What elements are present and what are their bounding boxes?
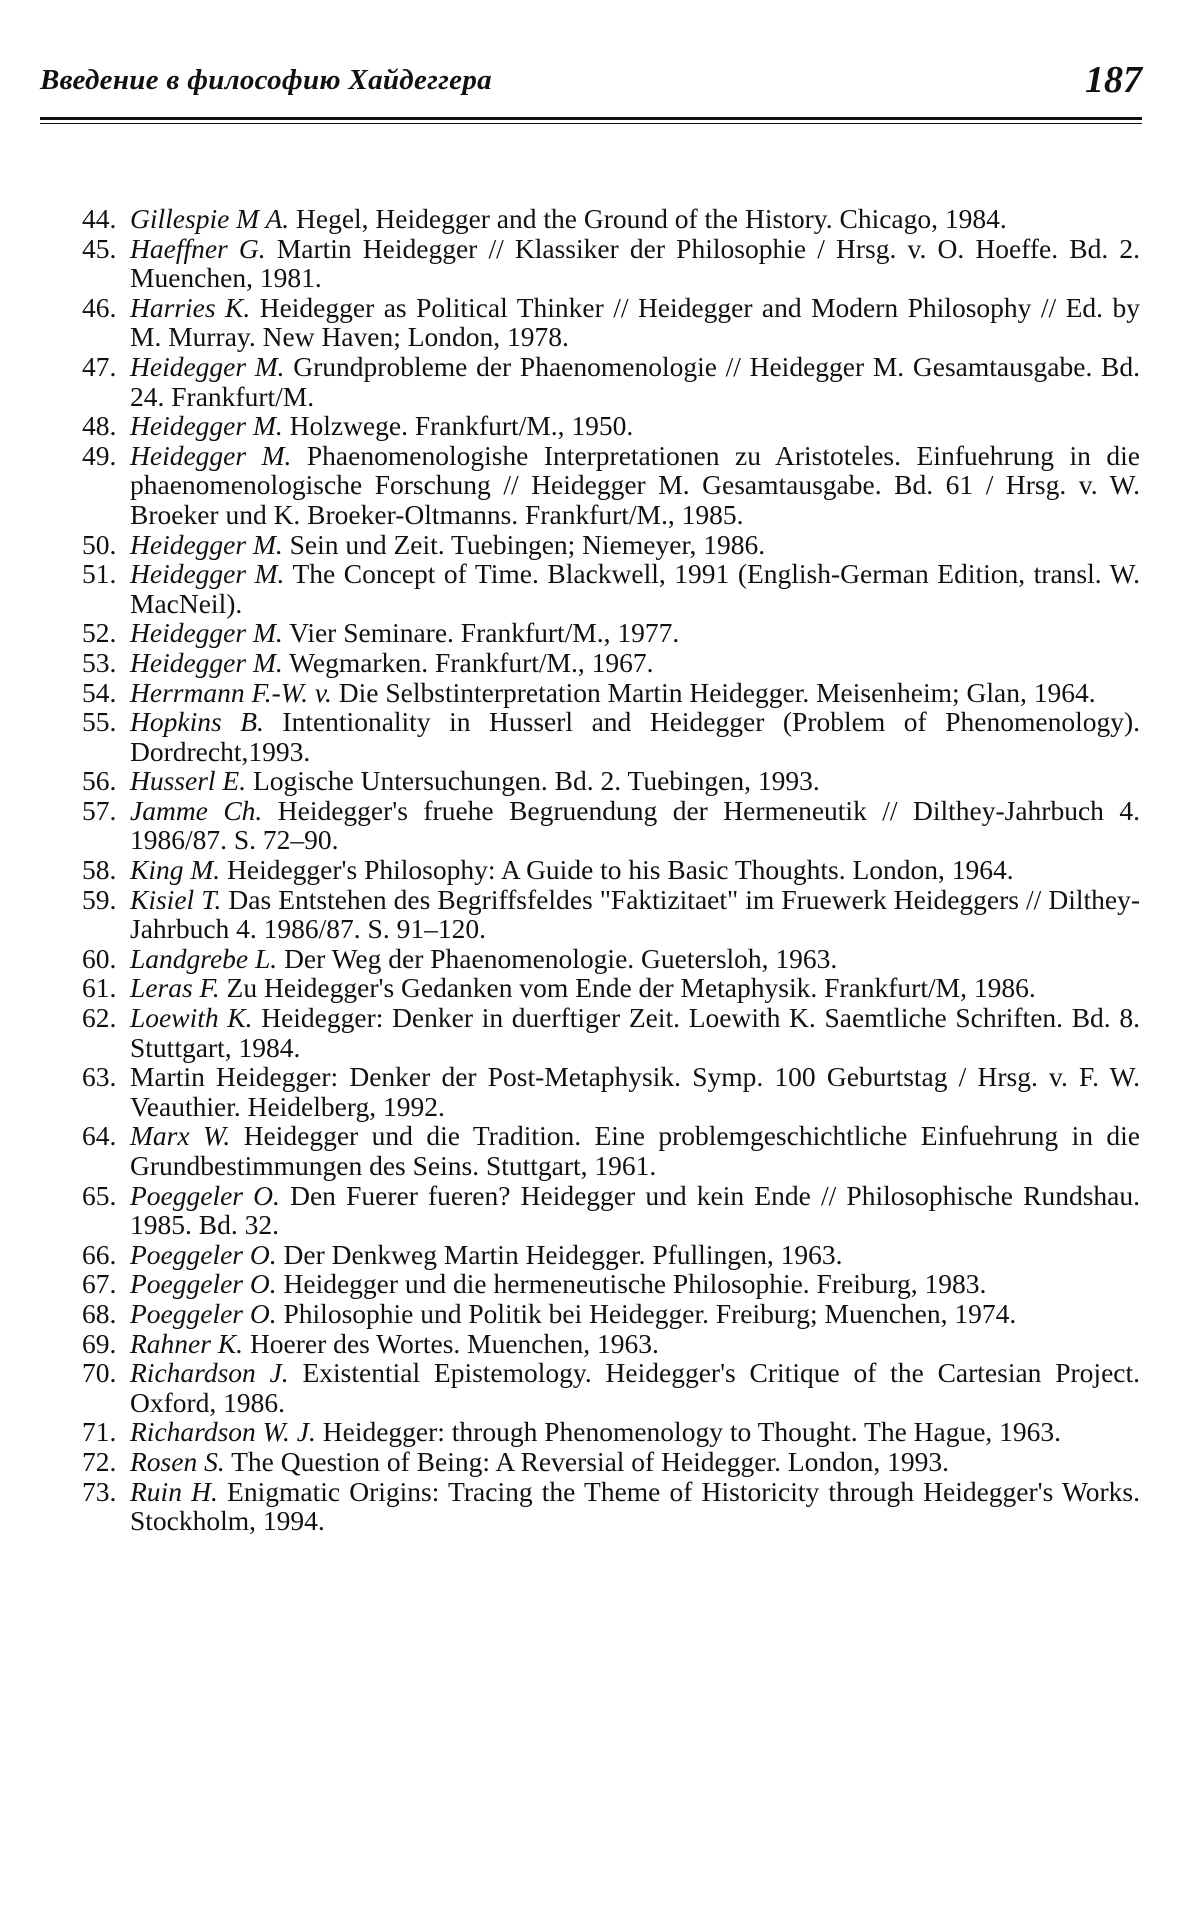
entry-author: Loewith K. <box>130 1002 253 1034</box>
bibliography-entry <box>82 293 1140 352</box>
entry-author: Marx W. <box>130 1120 231 1152</box>
bibliography-entry <box>82 1358 1140 1417</box>
entry-author: Heidegger M. <box>130 410 283 442</box>
header-rule-thick <box>40 117 1142 120</box>
entry-number: 48. <box>82 410 117 442</box>
entry-text: Grundprobleme der Phaenomenologie // Heidegger M. Gesamtausgabe. Bd. 24. Frankfurt/M. <box>130 350 1140 412</box>
entry-text: Den Fuerer fueren? Heidegger und kein Ende // Philosophische Rundshau. 1985. Bd. 32. <box>130 1179 1140 1241</box>
entry-text: Heidegger: Denker in duerftiger Zeit. Loewith K. Saemtliche Schriften. Bd. 8. Stuttgart, 1984. <box>130 1002 1140 1063</box>
bibliography-entry <box>82 441 1140 530</box>
page-number: 187 <box>1085 59 1142 101</box>
entry-number: 57. <box>82 794 117 826</box>
entry-author: Heidegger M. <box>130 439 292 471</box>
entry-text: Existential Epistemology. Heidegger's Critique of the Cartesian Project. Oxford, 1986. <box>130 1357 1141 1418</box>
bibliography-entry <box>82 678 1140 708</box>
running-title: Введение в философию Хайдеггера <box>40 64 492 96</box>
entry-text: Heidegger's Philosophy: A Guide to his Basic Thoughts. London, 1964. <box>220 854 1014 886</box>
entry-author: Poeggeler O. <box>130 1238 277 1270</box>
entry-number: 72. <box>82 1445 117 1477</box>
bibliography-entry <box>82 411 1140 441</box>
entry-author: Hopkins B. <box>130 706 264 738</box>
entry-author: Ruin H. <box>130 1475 218 1507</box>
entry-author: Poeggeler O. <box>130 1297 277 1329</box>
entry-author: Poeggeler O. <box>130 1179 280 1211</box>
entry-number: 68. <box>82 1297 117 1329</box>
entry-text: Die Selbstinterpretation Martin Heidegger. Meisenheim; Glan, 1964. <box>331 676 1096 708</box>
bibliography-entry <box>82 234 1140 293</box>
bibliography-entry <box>82 618 1140 648</box>
entry-number: 58. <box>82 854 117 886</box>
bibliography-entry <box>82 1003 1140 1062</box>
bibliography-entry <box>82 1062 1140 1121</box>
entry-number: 56. <box>82 765 117 797</box>
entry-text: Hoerer des Wortes. Muenchen, 1963. <box>243 1327 659 1359</box>
bibliography-entry <box>82 1240 1140 1270</box>
entry-author: Heidegger M. <box>130 528 283 560</box>
bibliography-entry <box>82 855 1140 885</box>
entry-author: Rosen S. <box>130 1445 225 1477</box>
bibliography-entry <box>82 559 1140 618</box>
entry-number: 61. <box>82 972 117 1004</box>
bibliography-entry <box>82 1269 1140 1299</box>
entry-text: Hegel, Heidegger and the Ground of the History. Chicago, 1984. <box>289 203 1007 234</box>
entry-number: 67. <box>82 1268 117 1300</box>
entry-author: Haeffner G. <box>130 232 266 264</box>
bibliography-entry <box>82 796 1140 855</box>
entry-author: Heidegger M. <box>130 558 285 590</box>
entry-text: Enigmatic Origins: Tracing the Theme of Historicity through Heidegger's Works. Stockholm, 1994. <box>130 1475 1140 1537</box>
bibliography-entry <box>82 1329 1140 1359</box>
entry-author: Richardson J. <box>130 1357 289 1389</box>
entry-text: Martin Heidegger // Klassiker der Philosophie / Hrsg. v. O. Hoeffe. Bd. 2. Muenchen, 1981. <box>130 232 1140 294</box>
entry-number: 69. <box>82 1327 117 1359</box>
entry-text: Zu Heidegger's Gedanken vom Ende der Metaphysik. Frankfurt/M, 1986. <box>219 972 1036 1004</box>
entry-number: 49. <box>82 439 117 471</box>
bibliography-entry <box>82 973 1140 1003</box>
entry-text: Heidegger as Political Thinker // Heidegger and Modern Philosophy // Ed. by M. Murray. New Haven; London, 1978. <box>130 291 1140 353</box>
entry-author: Kisiel T. <box>130 883 222 915</box>
entry-number: 47. <box>82 350 117 382</box>
entry-number: 44. <box>82 203 117 234</box>
entry-number: 45. <box>82 232 117 264</box>
bibliography-entry <box>82 944 1140 974</box>
entry-author: Richardson W. J. <box>130 1416 316 1448</box>
bibliography-entry <box>82 1477 1140 1536</box>
entry-author: Landgrebe L. <box>130 942 278 974</box>
entry-author: Poeggeler O. <box>130 1268 277 1300</box>
entry-text: The Concept of Time. Blackwell, 1991 (English-German Edition, transl. W. MacNeil). <box>130 558 1140 619</box>
entry-text: Phaenomenologishe Interpretationen zu Aristoteles. Einfuehrung in die phaenomenologische Forschung // Heidegger M. Gesamtausgabe. Bd. 61 / Hrsg. v. W. Broeker und K. Broeker-Oltmanns. Frankfurt/M., 1985. <box>130 439 1140 530</box>
bibliography-entry <box>82 766 1140 796</box>
entry-text: Das Entstehen des Begriffsfeldes "Faktizitaet" im Fruewerk Heideggers // Dilthey-Jahrbuch 4. 1986/87. S. 91–120. <box>130 883 1140 945</box>
entry-text: Philosophie und Politik bei Heidegger. Freiburg; Muenchen, 1974. <box>276 1297 1017 1329</box>
entry-author: Gillespie M A. <box>130 203 290 234</box>
entry-text: Logische Untersuchungen. Bd. 2. Tuebingen, 1993. <box>246 765 820 797</box>
bibliography-entry <box>82 648 1140 678</box>
entry-number: 52. <box>82 617 117 649</box>
entry-number: 66. <box>82 1238 117 1270</box>
entry-text: Martin Heidegger: Denker der Post-Metaphysik. Symp. 100 Geburtstag / Hrsg. v. F. W. Veauthier. Heidelberg, 1992. <box>130 1061 1140 1122</box>
entry-text: Sein und Zeit. Tuebingen; Niemeyer, 1986. <box>282 528 766 560</box>
entry-author: Heidegger M. <box>130 350 285 382</box>
entry-text: Heidegger und die Tradition. Eine problemgeschichtliche Einfuehrung in die Grundbestimmungen des Seins. Stuttgart, 1961. <box>130 1120 1140 1181</box>
entry-text: Wegmarken. Frankfurt/M., 1967. <box>282 646 654 678</box>
entry-text: Intentionality in Husserl and Heidegger (Problem of Phenomenology). Dordrecht,1993. <box>130 706 1140 767</box>
entry-text: The Question of Being: A Reversial of Heidegger. London, 1993. <box>224 1445 950 1477</box>
bibliography-entry <box>82 1299 1140 1329</box>
bibliography-entry <box>82 530 1140 560</box>
page-header <box>40 58 1142 110</box>
entry-number: 50. <box>82 528 117 560</box>
entry-text: Heidegger: through Phenomenology to Thought. The Hague, 1963. <box>315 1416 1062 1448</box>
bibliography-entry <box>82 1417 1140 1447</box>
entry-text: Holzwege. Frankfurt/M., 1950. <box>282 410 634 442</box>
entry-number: 55. <box>82 706 117 738</box>
entry-number: 63. <box>82 1061 117 1093</box>
entry-number: 70. <box>82 1357 117 1389</box>
entry-author: Leras F. <box>130 972 220 1004</box>
entry-author: Rahner K. <box>130 1327 244 1359</box>
entry-number: 73. <box>82 1475 117 1507</box>
entry-number: 60. <box>82 942 117 974</box>
entry-text: Der Weg der Phaenomenologie. Guetersloh, 1963. <box>277 942 838 974</box>
bibliography-entry <box>82 352 1140 411</box>
entry-number: 54. <box>82 676 117 708</box>
entry-number: 71. <box>82 1416 117 1448</box>
entry-author: Herrmann F.-W. v. <box>130 676 332 708</box>
entry-author: King M. <box>130 854 221 886</box>
entry-number: 65. <box>82 1179 117 1211</box>
entry-number: 64. <box>82 1120 117 1152</box>
entry-number: 59. <box>82 883 117 915</box>
bibliography-entry <box>82 707 1140 766</box>
entry-number: 51. <box>82 558 117 590</box>
bibliography-entry <box>82 1181 1140 1240</box>
bibliography-entry <box>82 1447 1140 1477</box>
entry-author: Husserl E. <box>130 765 247 797</box>
entry-number: 62. <box>82 1002 117 1034</box>
entry-author: Harries K. <box>130 291 251 323</box>
entry-author: Heidegger M. <box>130 646 283 678</box>
bibliography-entry <box>82 885 1140 944</box>
bibliography-list <box>82 204 1140 1536</box>
entry-author: Jamme Ch. <box>130 794 263 826</box>
entry-author: Heidegger M. <box>130 617 283 649</box>
entry-number: 46. <box>82 291 117 323</box>
entry-text: Heidegger und die hermeneutische Philosophie. Freiburg, 1983. <box>276 1268 987 1300</box>
bibliography-entry <box>82 1121 1140 1180</box>
entry-number: 53. <box>82 646 117 678</box>
entry-text: Vier Seminare. Frankfurt/M., 1977. <box>282 617 680 649</box>
bibliography-entry <box>82 204 1140 234</box>
entry-text: Heidegger's fruehe Begruendung der Hermeneutik // Dilthey-Jahrbuch 4. 1986/87. S. 72–90. <box>130 794 1140 856</box>
entry-text: Der Denkweg Martin Heidegger. Pfullingen, 1963. <box>276 1238 843 1270</box>
header-rule-thin <box>40 123 1142 124</box>
